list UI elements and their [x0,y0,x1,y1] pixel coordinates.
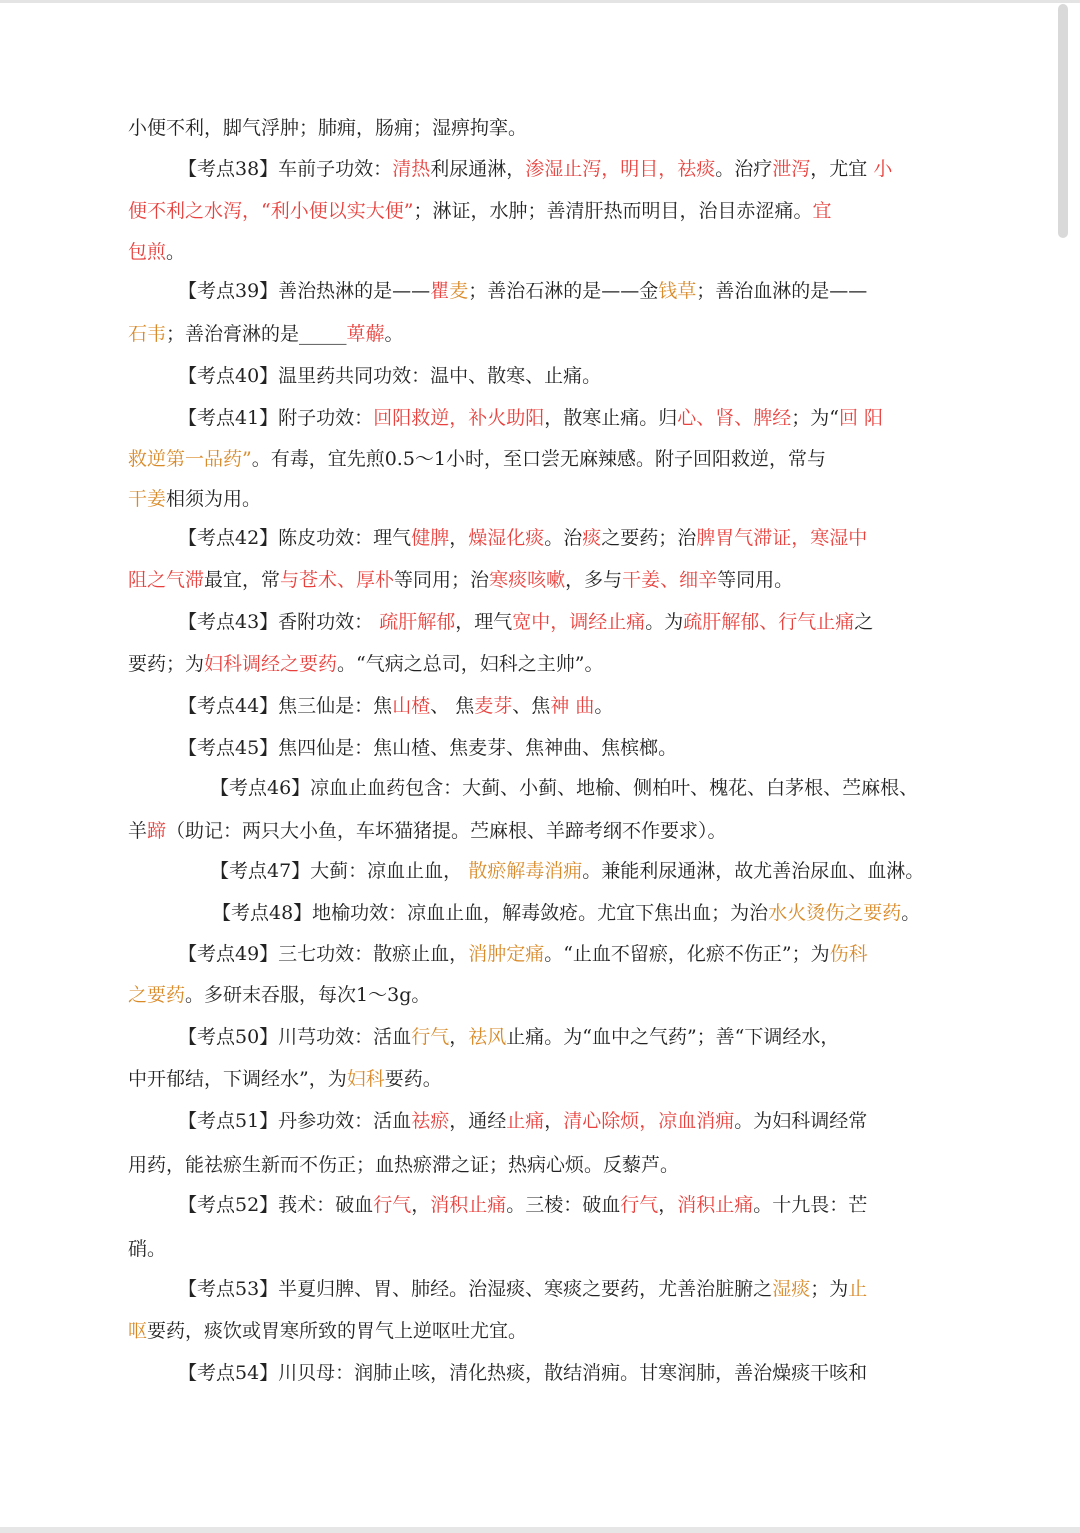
highlighted-text: 水火烫伤之要药 [768,902,902,924]
highlighted-text: 救逆第一品药” [128,448,252,470]
text-run: ；为“ [791,407,839,429]
text-line [128,1229,166,1269]
highlighted-text: 之要药 [128,984,186,1006]
highlighted-text: 清心除烦，凉血消痈 [563,1110,735,1132]
text-run: 用药，能祛瘀生新而不伤正；血热瘀滞之证；热病心烦。反藜芦。 [128,1154,680,1176]
text-run: 【考点45】焦四仙是：焦山楂、焦麦芽、焦神曲、焦槟榔。 [178,737,678,759]
highlighted-text: 山楂 [392,695,431,717]
text-line [128,1311,527,1351]
text-run: 止痛。为“血中之气药”；善“下调经水， [506,1026,840,1048]
text-line [178,271,867,311]
text-line [128,479,261,519]
text-line [212,893,920,933]
highlighted-text: 消积止痛 [677,1194,754,1216]
text-line [178,356,601,396]
highlighted-text: 清热 [392,158,431,180]
text-run: 【考点46】凉血止血药包含：大蓟、小蓟、地榆、侧柏叶、槐花、白茅根、苎麻根、 [210,777,919,799]
text-run: 利尿通淋， [430,158,526,180]
highlighted-text: 神 曲 [550,695,595,717]
text-run: 。治疗 [715,158,773,180]
text-run: 【考点49】三七功效：散瘀止血， [178,943,469,965]
highlighted-text: 健脾 [411,527,450,549]
highlighted-text: 止痛 [506,1110,545,1132]
scrollbar-thumb[interactable] [1058,4,1068,238]
text-line [178,1185,867,1225]
text-line [178,1269,867,1309]
text-run: 【考点43】香附功效： [178,611,380,633]
highlighted-text: 妇科 [346,1068,385,1090]
text-line [128,191,831,231]
text-run: 。治 [544,527,583,549]
highlighted-text: 宜 [812,200,832,222]
text-line [178,728,677,768]
highlighted-text: 泄泻 [772,158,811,180]
text-run: 。为妇科调经常 [734,1110,868,1132]
highlighted-text: 燥湿化痰 [468,527,545,549]
highlighted-text: 消积止痛 [430,1194,507,1216]
text-run: 之 [854,611,874,633]
text-run: 硝。 [128,1238,167,1260]
text-line [128,975,430,1015]
text-run: 、 焦 [430,695,475,717]
text-line [128,644,603,684]
highlighted-text: 干姜 [128,488,167,510]
text-run: 要药；为 [128,653,205,675]
highlighted-text: 瞿 [430,280,450,302]
text-run: 【考点40】温里药共同功效：温中、散寒、止痛。 [178,365,602,387]
highlighted-text: 行气 [373,1194,412,1216]
text-run: 。为 [645,611,684,633]
text-run: 要药，痰饮或胃寒所致的胃气上逆呕吐尤宜。 [147,1320,528,1342]
highlighted-text: 寒痰咳嗽 [489,569,566,591]
text-line [178,1353,867,1393]
text-run: 等同用。 [717,569,794,591]
text-run: 。 [901,902,921,924]
highlighted-text: 心、肾、脾经 [677,407,792,429]
text-line [178,602,873,642]
text-line [128,1059,442,1099]
text-run: ，多与 [565,569,623,591]
highlighted-text: 疏肝解郁、行气止痛 [683,611,855,633]
text-run: 。多研末吞服，每次1～3g。 [185,984,431,1006]
text-run: 【考点50】川芎功效：活血 [178,1026,412,1048]
text-run: 中开郁结，下调经水”，为 [128,1068,347,1090]
highlighted-text: 呕 [128,1320,148,1342]
highlighted-text: 消肿定痛 [468,943,545,965]
highlighted-text: 行气 [620,1194,659,1216]
highlighted-text: 脾胃气滞证，寒湿中 [696,527,868,549]
highlighted-text: 祛风 [468,1026,507,1048]
text-run: 【考点38】车前子功效： [178,158,393,180]
text-run: ；善治石淋的是——金 [468,280,659,302]
text-run: ；为 [810,1278,849,1300]
text-line [128,439,826,479]
text-line [128,811,727,851]
text-run: 最宜，常 [204,569,281,591]
text-run: 要药。 [384,1068,442,1090]
highlighted-text: 萆薢 [346,323,385,345]
text-line [210,851,924,891]
text-run: 。十九畏：芒 [753,1194,868,1216]
highlighted-text: 干姜、细辛 [622,569,718,591]
text-run: ，尤宜 [810,158,874,180]
highlighted-text: 行气 [411,1026,450,1048]
highlighted-text: 疏肝解郁 [379,611,456,633]
highlighted-text: 包煎 [128,241,167,263]
text-line [128,560,793,600]
text-line [178,518,867,558]
text-line [178,686,613,726]
text-run: ；善治血淋的是—— [696,280,868,302]
highlighted-text: 阻之气滞 [128,569,205,591]
text-line [178,1101,867,1141]
text-run: 【考点41】附子功效： [178,407,374,429]
text-run: 。兼能利尿通淋，故尤善治尿血、血淋。 [582,860,925,882]
text-run: 、焦 [512,695,551,717]
highlighted-text: 便不利之水泻，“利小便以实大便” [128,200,414,222]
text-line [178,934,868,974]
text-run: ，通经 [449,1110,507,1132]
highlighted-text: 石韦 [128,323,167,345]
text-line [128,1145,679,1185]
text-run: 。“止血不留瘀，化瘀不伤正”；为 [544,943,830,965]
text-run: ；善治膏淋的是_____ [166,323,347,345]
highlighted-text: 麦 [449,280,469,302]
text-run: 【考点47】大蓟：凉血止血， [210,860,469,882]
text-run: ，理气 [455,611,513,633]
bottom-border [0,1527,1080,1533]
text-run: ， [658,1194,678,1216]
top-border [0,0,1080,3]
text-line [128,232,185,272]
text-run: 【考点54】川贝母：润肺止咳，清化热痰，散结消痈。甘寒润肺，善治燥痰干咳和 [178,1362,868,1384]
text-run: ， [449,527,469,549]
text-run: （助记：两只大小鱼，车坏猫猪提。苎麻根、羊蹄考纲不作要求）。 [166,820,727,842]
text-run: ， [411,1194,431,1216]
highlighted-text: 小 [873,158,893,180]
highlighted-text: 渗湿止泻，明目，祛痰 [525,158,716,180]
highlighted-text: 蹄 [147,820,167,842]
highlighted-text: 回阳救逆，补火助阳 [373,407,545,429]
highlighted-text: 妇科调经之要药 [204,653,338,675]
text-run: 。三棱：破血 [506,1194,621,1216]
text-line [128,314,404,354]
text-run: ， [449,1026,469,1048]
highlighted-text: 散瘀解毒消痈 [468,860,583,882]
text-run: 。 [594,695,614,717]
text-run: 【考点51】丹参功效：活血 [178,1110,412,1132]
highlighted-text: 麦芽 [474,695,513,717]
text-run: 【考点48】地榆功效：凉血止血，解毒敛疮。尤宜下焦出血；为治 [212,902,769,924]
text-run: 【考点53】半夏归脾、胃、肺经。治湿痰、寒痰之要药，尤善治脏腑之 [178,1278,773,1300]
highlighted-text: 宽中，调经止痛 [512,611,646,633]
text-line [178,398,883,438]
text-run: 相须为用。 [166,488,262,510]
text-run: 【考点44】焦三仙是：焦 [178,695,393,717]
highlighted-text: 祛瘀 [411,1110,450,1132]
text-line [128,108,527,148]
text-run: ；淋证，水肿；善清肝热而明目，治目赤涩痛。 [413,200,813,222]
text-run: 等同用；治 [394,569,490,591]
highlighted-text: 止 [848,1278,868,1300]
highlighted-text: 回 阳 [838,407,883,429]
text-line [178,149,892,189]
highlighted-text: 痰 [582,527,602,549]
text-run: 【考点52】莪术：破血 [178,1194,374,1216]
highlighted-text: 钱草 [658,280,697,302]
text-run: ， [544,1110,564,1132]
text-line [210,768,918,808]
highlighted-text: 湿痰 [772,1278,811,1300]
text-run: 小便不利，脚气浮肿；肺痈，肠痈；湿痹拘挛。 [128,117,528,139]
highlighted-text: 与苍术、厚朴 [280,569,395,591]
text-run: 【考点39】善治热淋的是—— [178,280,431,302]
text-run: 。 [166,241,186,263]
text-run: ，散寒止痛。归 [544,407,678,429]
text-run: 。“气病之总司，妇科之主帅”。 [337,653,604,675]
text-line [178,1017,839,1057]
text-run: 羊 [128,820,148,842]
text-run: 。 [384,323,404,345]
text-run: 之要药；治 [601,527,697,549]
highlighted-text: 伤科 [829,943,868,965]
text-run: 【考点42】陈皮功效：理气 [178,527,412,549]
text-run: 。有毒，宜先煎0.5～1小时，至口尝无麻辣感。附子回阳救逆，常与 [251,448,827,470]
